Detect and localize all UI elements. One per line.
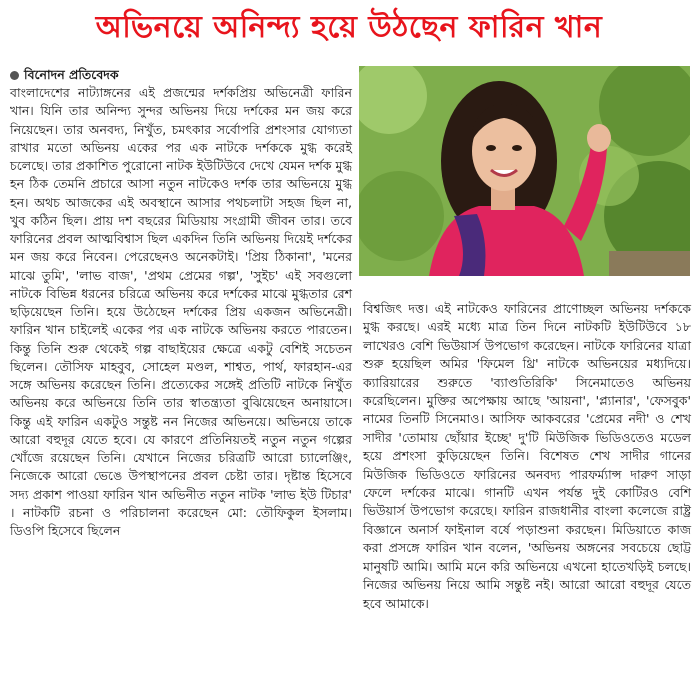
article-right-column <box>363 300 691 613</box>
article-left-column <box>10 84 352 540</box>
article-text-left: বাংলাদেশের নাট্যাঙ্গনের এই প্রজন্মের দর্শকপ্রিয় অভিনেত্রী ফারিন খান। যিনি তার অনিন্দ্য সুন্দর অভিনয় দিয়ে দর্শকের মন জয় করে নিয়েছেন। তার অনবদ্য, নিখুঁত, চমৎকার সর্বোপরি প্রশংসার যোগ্যতা রাখার মতো অভিনয় একের পর এক নাটকে দর্শককে মুগ্ধ করেই চলেছে। তার প্রকাশিত পুরোনো নাটক ইউটিউবে দেখে যেমন দর্শক মুগ্ধ হন ঠিক তেমনি প্রচারে আসা নতুন নাটকেও দর্শক তার অভিনয়ে মুগ্ধ হন। অথচ আজকের এই অবস্থানে আসার পথচলাটা সহজ ছিল না, খুব কঠিন ছিল। প্রায় দশ বছরের মিডিয়ায় সংগ্রামী জীবন তার। তবে ফারিনের প্রবল আত্মবিশ্বাস ছিল একদিন তিনি অভিনয় দিয়েই দর্শকের মন জয় করে নিবেন। পেরেছেনও অনেকটাই। 'প্রিয় ঠিকানা', 'মনের মাঝে তুমি', 'লাভ বাজ', 'প্রথম প্রেমের গল্প', 'সুইচ' এই সবগুলো নাটকে বিভিন্ন ধরনের চরিত্রে অভিনয় করে দর্শকের মাঝে মুগ্ধতার রেশ ছড়িয়েছেন তিনি। হয়ে উঠেছেন দর্শকের প্রিয় একজন অভিনেত্রী। ফারিন খান চাইলেই একের পর এক নাটকে অভিনয় করতে পারতেন। কিন্তু তিনি শুরু থেকেই গল্প বাছাইয়ের ক্ষেত্রে একটু বেশিই সচেতন ছিলেন। তৌসিফ মাহবুব, সোহেল মণ্ডল, শাশ্বত, পার্থ, ফারহান-এর সঙ্গে অভিনয় করেছেন তিনি। প্রত্যেকের সঙ্গেই প্রতিটি নাটকে নিখুঁত অভিনয় করে অভিনয়ে তিনি তার স্বাতন্ত্র্যতা বুঝিয়েছেন অনায়াসে। কিন্তু এই ফারিন একটুও সন্তুষ্ট নন নিজের অভিনয়ে। অভিনয়ে তাকে আরো বহুদূর যেতে হবে। যে কারণে প্রতিনিয়তই নতুন নতুন গল্পের খোঁজে রয়েছেন তিনি। যেখানে নিজের চরিত্রটি আরো চ্যালেঞ্জিং, নিজেকে আরো ভেঙে উপস্থাপনের প্রবল চেষ্টা তার। দৃষ্টান্ত হিসেবে সদ্য প্রকাশ পাওয়া ফারিন খান অভিনীত নতুন নাটক 'লাভ ইউ টিচার' । নাটকটি রচনা ও পরিচালনা করেছেন মো: তৌফিকুল ইসলাম। ডিওপি হিসেবে ছিলেন <box>10 85 352 538</box>
bullet-icon <box>10 71 19 80</box>
article-text-right: বিশ্বজিৎ দত্ত। এই নাটকেও ফারিনের প্রাণোচ্ছল অভিনয় দর্শককে মুগ্ধ করছে। এরই মধ্যে মাত্র তিন দিনে নাটকটি ইউটিউবে ১৮ লাখেরও বেশি ভিউয়ার্স উপভোগ করেছেন। নাটকে ফারিনের যাত্রা শুরু হয়েছিল অমির 'ফিমেল থ্রি' নাটকে অভিনয়ের মধ্যদিয়ে। ক্যারিয়ারের শুরুতে 'ব্যাণ্ডতিরিকি' সিনেমাতেও অভিনয় করেছিলেন। মুক্তির অপেক্ষায় আছে 'আয়না', 'প্ল্যানার', 'ফেসবুক' নামের তিনটি সিনেমাও। আসিফ আকবরের 'প্রেমের নদী' ও শেখ সাদীর 'তোমায় ছোঁয়ার ইচ্ছে' দু'টি মিউজিক ভিডিওতেও মডেল হয়ে প্রশংসা কুড়িয়েছেন তিনি। বিশেষত শেখ সাদীর গানের মিউজিক ভিডিওতে ফারিনের অনবদ্য পারফর্ম্যান্স দারুণ সাড়া ফেলে দর্শকের মাঝে। গানটি এখন পর্যন্ত দুই কোটিরও বেশি ভিউয়ার্স উপভোগ করেছে। ফারিন রাজধানীর বাংলা কলেজে রাষ্ট্র বিজ্ঞানে অনার্স ফাইনাল বর্ষে পড়াশুনা করছেন। মিডিয়াতে কাজ করা প্রসঙ্গে ফারিন খান বলেন, 'অভিনয় অঙ্গনের সবচেয়ে ছোট্ট মানুষটি আমি। আমি মনে করি অভিনয়ে এখনো হাতেখড়িই চলছে। নিজের অভিনয় নিয়ে আমি সন্তুষ্ট নই। আরো আরো বহুদূর যেতে হবে আমাকে। <box>363 301 691 611</box>
headline: অভিনয়ে অনিন্দ্য হয়ে উঠছেন ফারিন খান <box>95 10 603 45</box>
byline-text: বিনোদন প্রতিবেদক <box>24 67 119 82</box>
byline <box>10 66 119 84</box>
portrait-photo <box>359 66 690 276</box>
portrait-photo-illustration <box>359 66 690 276</box>
